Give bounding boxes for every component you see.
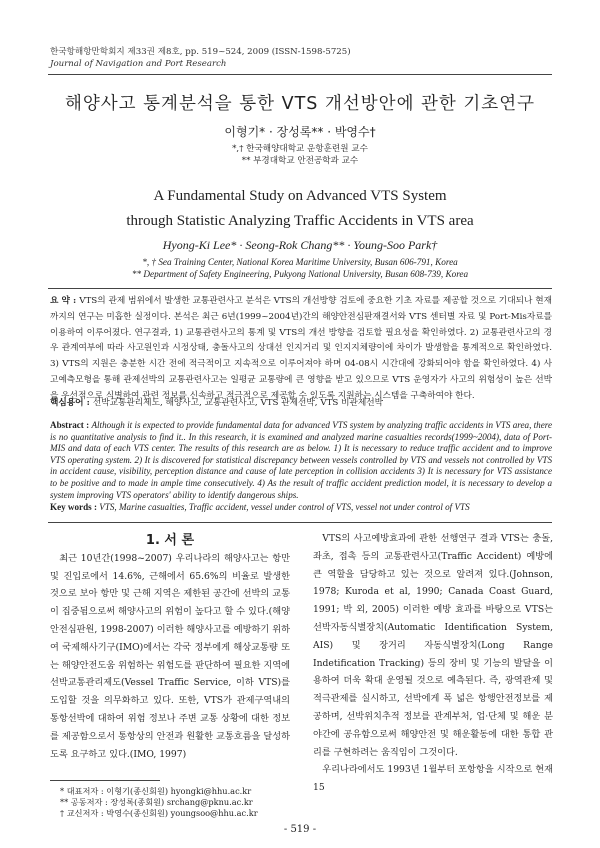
- title-english-line-1: A Fundamental Study on Advanced VTS System: [153, 188, 447, 204]
- page-number: - 519 -: [283, 824, 317, 835]
- abstract-rule-top: [48, 288, 552, 289]
- intro-paragraph-3: 우리나라에서도 1993년 1월부터 포항항을 시작으로 현재 15: [313, 764, 553, 794]
- journal-info-korean: 한국항해항만학회지 제33권 제8호, pp. 519~524, 2009 (ISSN-1598-5725): [50, 47, 351, 57]
- footnote-lead-author: * 대표저자 : 이형기(종신회원) hyongki@hhu.ac.kr: [60, 786, 252, 796]
- keywords-english-label: Key words :: [50, 502, 100, 512]
- abstract-english-label: Abstract :: [50, 420, 92, 430]
- footnote-corresponding-author: † 교신저자 : 박영수(종신회원) youngsoo@hhu.ac.kr: [60, 808, 258, 818]
- title-korean: 해양사고 통계분석을 통한 VTS 개선방안에 관한 기초연구: [64, 94, 536, 114]
- intro-paragraph-1: 최근 10년간(1998~2007) 우리나라의 해양사고는 항만 및 진입로에서 14.6%, 근해에서 65.6%의 비율로 발생한 것으로 보아 항만 및 근해 지역은 제한된 공간에 선박의 교통이 집중됨으로써 해양사고의 위험이 높다고 할 수 있다.(해양안전심판원, 1998-2007) 이러한 해양사고를 예방하기 위하여 국제해사기구(IMO)에서는 각국 정부에게 해상교통량 또는 해양안전도움 위험하는 위험도를 판단하여 필요한 지역에 선박교통관리제도(Vessel Traffic Service, 이하 VTS)를 도입할 것을 의무화하고 있다. 또한, VTS가 관제구역내의 통항선박에 대하여 위험 정보나 주변 교통 상황에 대한 정보를 제공함으로서 통항상의 안전과 원활한 교통흐름을 달성하도록 요구하고 있다.(IMO, 1997): [50, 552, 290, 760]
- keywords-english-text: VTS, Marine casualties, Traffic accident, vessel under control of VTS, vessel not under control of VTS: [99, 502, 470, 512]
- column-left: [50, 532, 290, 763]
- abstract-english: [50, 420, 552, 501]
- abstract-korean-text: VTS의 관제 범위에서 발생한 교통관련사고 분석은 VTS의 개선방향 검토에 중요한 기초 자료를 제공할 것으로 기대되나 현재까지의 연구는 미흡한 실정이다. 본석은 최근 6년(1999~2004년)간의 해양안전심판재결서와 VTS 센터별 자료 및 Port-Mis자료를 이용하여 이루어졌다. 연구결과, 1) 교통관련사고의 통계 및 VTS의 개선 방향을 검토할 필요성을 확인하였다. 2) 교통관련사고의 경우 관계여부에 따라 사고원인과 시정상태, 충돌사고의 상대선 인지거리 및 인지지체량이에 차이가 발생함을 통계적으로 확인하였다. 3) VTS의 지원은 충분한 시간 전에 적극적이고 지속적으로 이루어져야 하며 04-08시 시간대에 강화되어야 함을 확인하였다. 4) 사고예측모형을 통해 관제선박의 교통관련사고는 일평균 교통량에 큰 영향을 받고 있으므로 VTS 운영자가 사고의 위험성이 높은 선박을 우선적으로 식별하여 관련 정보를 신속하고 적극적으로 제공할 수 있도록 지원하는 시스템을 구축하여야 한다.: [50, 296, 552, 401]
- keywords-english: [50, 502, 552, 514]
- title-english-line-2: through Statistic Analyzing Traffic Accidents in VTS area: [126, 213, 474, 229]
- journal-name-english: Journal of Navigation and Port Research: [50, 59, 227, 69]
- abstract-korean: [50, 294, 552, 405]
- keywords-korean: [50, 396, 552, 412]
- footnote-co-author: ** 공동저자 : 장성록(종회원) srchang@pknu.ac.kr: [60, 797, 253, 807]
- abstract-english-text: Although it is expected to provide fundamental data for advanced VTS system by analyzing traffic accidents in VTS area, there is no quantitative analysis to find it.. In this research, it is examined and analyzed marine casualties records(1999~2004), data of Port-MIS and data of each VTS center. The results of this research are as below. 1) It is necessary to reduce traffic accident and to improve VTS operating system. 2) It is discovered for statistical discrepancy between vessels controlled by VTS and vessels not controlled by VTS in accident cause, visibility, perception distance and cause of late perception in collision accidents 3) It is necessary for VTS assistance to be positive and to made in ample time consecutively. 4) As the result of traffic accident prediction model, it is necessary to develop a system improving VTS operators' ability to identify dangerous ships.: [50, 420, 552, 500]
- footnote-rule: [50, 780, 160, 781]
- authors-korean: 이형기* · 장성록** · 박영수†: [224, 125, 376, 139]
- affiliation-english-2: ** Department of Safety Engineering, Pukyong National University, Busan 608-739, Korea: [131, 269, 469, 279]
- header-rule: [48, 74, 552, 75]
- affiliation-english-1: *, † Sea Training Center, National Korea Maritime University, Busan 606-791, Korea: [142, 257, 458, 267]
- abstract-rule-bottom: [48, 522, 552, 523]
- affiliation-korean-1: *,† 한국해양대학교 운항훈련원 교수: [232, 144, 368, 154]
- abstract-korean-label: 요 약 :: [50, 296, 80, 306]
- intro-paragraph-2: VTS의 사고예방효과에 관한 선행연구 결과 VTS는 충돌, 좌초, 접촉 등의 교통관련사고(Traffic Accident) 예방에 큰 역할을 담당하고 있는 것으로 알려져 있다.(Johnson, 1978; Kuroda et al, 1990; Canada Coast Guard, 1991; 박 외, 2005) 이러한 예방 효과를 바탕으로 VTS는 선박자동식별장치(Automatic Identification System, AIS) 및 장거리 자동식별장치(Long Range Indetification Tracking) 등의 장비 및 기능의 발달을 이용하여 더욱 확대 운영될 것으로 예측된다. 즉, 광역관제 및 적극관제를 실시하고, 선박에게 폭 넓은 항행안전정보를 제공하며, 선박위치추적 정보를 관계부처, 업·단체 및 해운 분야간에 공유함으로써 해양안전 및 해운활동에 대한 통합 관리를 구현하려는 움직임이 그것이다.: [313, 533, 553, 758]
- footnotes: [60, 786, 258, 819]
- title-english: [48, 184, 552, 234]
- keywords-korean-label: 핵심용어 :: [50, 398, 93, 408]
- journal-header: [50, 46, 351, 70]
- column-right: [313, 530, 553, 797]
- affiliation-korean-2: ** 부경대학교 안전공학과 교수: [241, 156, 359, 166]
- keywords-korean-text: 선박교통관리제도, 해양사고, 교통관련사고, VTS 관제선박, VTS 비관제선박: [92, 398, 384, 408]
- authors-english: Hyong-Ki Lee* · Seong-Rok Chang** · Young-Soo Park†: [162, 238, 438, 252]
- section-heading-introduction: 1. 서 론: [145, 533, 195, 548]
